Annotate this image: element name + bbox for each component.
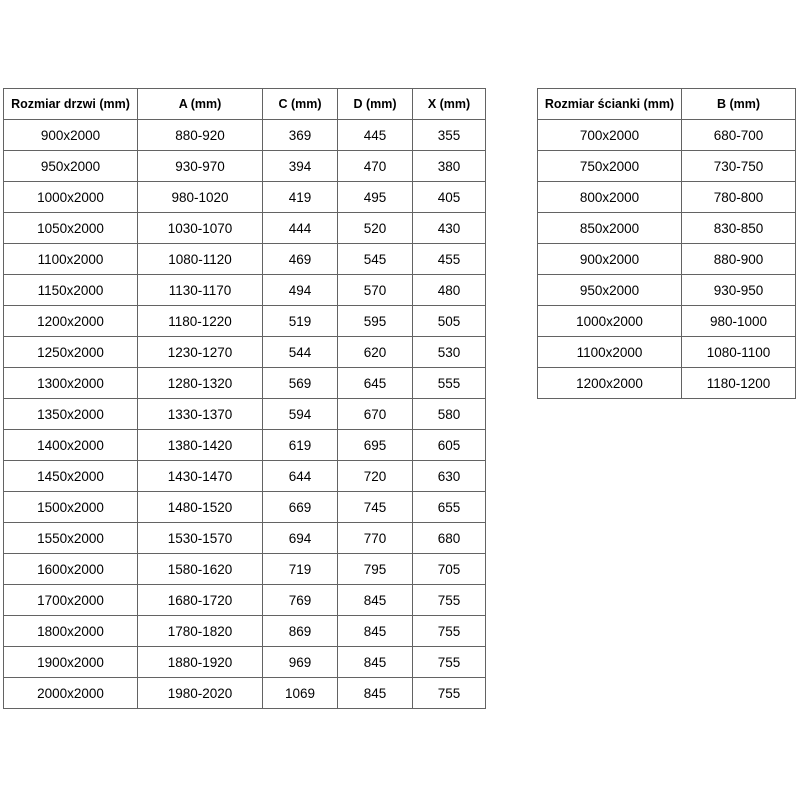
table-cell: 880-920: [138, 120, 263, 151]
table-cell: 745: [338, 492, 413, 523]
table-cell: 700x2000: [538, 120, 682, 151]
table-cell: 1030-1070: [138, 213, 263, 244]
table-cell: 505: [413, 306, 486, 337]
table-cell: 1500x2000: [4, 492, 138, 523]
table-cell: 394: [263, 151, 338, 182]
table-cell: 555: [413, 368, 486, 399]
table-row: [538, 337, 796, 368]
table-row: [4, 151, 486, 182]
table-cell: 1050x2000: [4, 213, 138, 244]
table-row: [538, 306, 796, 337]
table-row: [4, 120, 486, 151]
table-cell: 1080-1120: [138, 244, 263, 275]
table-cell: 705: [413, 554, 486, 585]
table-cell: 1250x2000: [4, 337, 138, 368]
table-cell: 645: [338, 368, 413, 399]
table-cell: 694: [263, 523, 338, 554]
table-cell: 519: [263, 306, 338, 337]
table-row: [4, 616, 486, 647]
table-cell: 845: [338, 647, 413, 678]
table-row: [538, 244, 796, 275]
door-size-table: [3, 88, 486, 709]
table-row: [538, 275, 796, 306]
table-cell: 1780-1820: [138, 616, 263, 647]
table-cell: 1180-1200: [682, 368, 796, 399]
table-cell: 755: [413, 647, 486, 678]
table-cell: 1130-1170: [138, 275, 263, 306]
table-cell: 845: [338, 585, 413, 616]
table-row: [538, 120, 796, 151]
table-cell: 769: [263, 585, 338, 616]
column-header: Rozmiar ścianki (mm): [538, 89, 682, 120]
table-cell: 520: [338, 213, 413, 244]
table-cell: 1230-1270: [138, 337, 263, 368]
table-cell: 570: [338, 275, 413, 306]
table-row: [4, 244, 486, 275]
table-cell: 1380-1420: [138, 430, 263, 461]
table-row: [4, 461, 486, 492]
table-cell: 469: [263, 244, 338, 275]
table-cell: 969: [263, 647, 338, 678]
table-cell: 1280-1320: [138, 368, 263, 399]
table-cell: 405: [413, 182, 486, 213]
table-row: [4, 306, 486, 337]
table-row: [4, 678, 486, 709]
table-cell: 1430-1470: [138, 461, 263, 492]
table-row: [4, 275, 486, 306]
table-cell: 444: [263, 213, 338, 244]
table-cell: 720: [338, 461, 413, 492]
table-cell: 1350x2000: [4, 399, 138, 430]
table-cell: 644: [263, 461, 338, 492]
table-cell: 1450x2000: [4, 461, 138, 492]
column-header: B (mm): [682, 89, 796, 120]
table-row: [4, 492, 486, 523]
table-cell: 1330-1370: [138, 399, 263, 430]
table-cell: 980-1000: [682, 306, 796, 337]
table-cell: 669: [263, 492, 338, 523]
header-row: [4, 89, 486, 120]
table-cell: 595: [338, 306, 413, 337]
table-cell: 655: [413, 492, 486, 523]
table-row: [4, 647, 486, 678]
table-cell: 470: [338, 151, 413, 182]
table-cell: 455: [413, 244, 486, 275]
table-cell: 1150x2000: [4, 275, 138, 306]
table-cell: 755: [413, 585, 486, 616]
table-cell: 1900x2000: [4, 647, 138, 678]
table-row: [4, 585, 486, 616]
wall-size-table: [537, 88, 796, 399]
table-cell: 1980-2020: [138, 678, 263, 709]
table-cell: 755: [413, 678, 486, 709]
table-row: [538, 182, 796, 213]
column-header: Rozmiar drzwi (mm): [4, 89, 138, 120]
table-cell: 605: [413, 430, 486, 461]
table-cell: 755: [413, 616, 486, 647]
table-cell: 845: [338, 616, 413, 647]
table-cell: 1480-1520: [138, 492, 263, 523]
table-cell: 445: [338, 120, 413, 151]
table-cell: 619: [263, 430, 338, 461]
table-cell: 380: [413, 151, 486, 182]
table-cell: 1000x2000: [538, 306, 682, 337]
table-cell: 850x2000: [538, 213, 682, 244]
table-cell: 545: [338, 244, 413, 275]
table-cell: 430: [413, 213, 486, 244]
table-cell: 1300x2000: [4, 368, 138, 399]
table-cell: 630: [413, 461, 486, 492]
table-row: [4, 182, 486, 213]
table-cell: 2000x2000: [4, 678, 138, 709]
table-cell: 1600x2000: [4, 554, 138, 585]
table-row: [4, 523, 486, 554]
table-cell: 930-970: [138, 151, 263, 182]
column-header: X (mm): [413, 89, 486, 120]
table-cell: 1400x2000: [4, 430, 138, 461]
table-cell: 1080-1100: [682, 337, 796, 368]
table-cell: 869: [263, 616, 338, 647]
table-cell: 1180-1220: [138, 306, 263, 337]
column-header: C (mm): [263, 89, 338, 120]
table-cell: 680: [413, 523, 486, 554]
table-cell: 900x2000: [538, 244, 682, 275]
table-cell: 800x2000: [538, 182, 682, 213]
table-row: [4, 554, 486, 585]
table-cell: 569: [263, 368, 338, 399]
table-cell: 1800x2000: [4, 616, 138, 647]
table-cell: 480: [413, 275, 486, 306]
table-cell: 950x2000: [4, 151, 138, 182]
column-header: D (mm): [338, 89, 413, 120]
table-cell: 980-1020: [138, 182, 263, 213]
table-cell: 495: [338, 182, 413, 213]
table-cell: 544: [263, 337, 338, 368]
table-cell: 730-750: [682, 151, 796, 182]
table-row: [4, 399, 486, 430]
table-cell: 719: [263, 554, 338, 585]
table-cell: 494: [263, 275, 338, 306]
table-cell: 750x2000: [538, 151, 682, 182]
table-cell: 680-700: [682, 120, 796, 151]
table-cell: 695: [338, 430, 413, 461]
column-header: A (mm): [138, 89, 263, 120]
table-row: [538, 213, 796, 244]
table-cell: 1680-1720: [138, 585, 263, 616]
table-cell: 530: [413, 337, 486, 368]
table-cell: 930-950: [682, 275, 796, 306]
table-cell: 1880-1920: [138, 647, 263, 678]
table-cell: 795: [338, 554, 413, 585]
table-row: [538, 368, 796, 399]
table-cell: 1069: [263, 678, 338, 709]
table-cell: 1200x2000: [4, 306, 138, 337]
table-cell: 780-800: [682, 182, 796, 213]
table-cell: 1100x2000: [538, 337, 682, 368]
table-cell: 900x2000: [4, 120, 138, 151]
table-row: [4, 213, 486, 244]
table-cell: 1000x2000: [4, 182, 138, 213]
table-cell: 845: [338, 678, 413, 709]
table-cell: 419: [263, 182, 338, 213]
table-cell: 1700x2000: [4, 585, 138, 616]
table-cell: 1530-1570: [138, 523, 263, 554]
table-cell: 594: [263, 399, 338, 430]
table-cell: 770: [338, 523, 413, 554]
table-cell: 369: [263, 120, 338, 151]
table-cell: 620: [338, 337, 413, 368]
table-cell: 950x2000: [538, 275, 682, 306]
table-cell: 1550x2000: [4, 523, 138, 554]
table-cell: 580: [413, 399, 486, 430]
table-row: [4, 368, 486, 399]
table-cell: 355: [413, 120, 486, 151]
table-cell: 670: [338, 399, 413, 430]
header-row: [538, 89, 796, 120]
table-row: [4, 430, 486, 461]
table-cell: 880-900: [682, 244, 796, 275]
table-cell: 830-850: [682, 213, 796, 244]
table-cell: 1580-1620: [138, 554, 263, 585]
table-row: [538, 151, 796, 182]
table-cell: 1200x2000: [538, 368, 682, 399]
table-cell: 1100x2000: [4, 244, 138, 275]
table-row: [4, 337, 486, 368]
